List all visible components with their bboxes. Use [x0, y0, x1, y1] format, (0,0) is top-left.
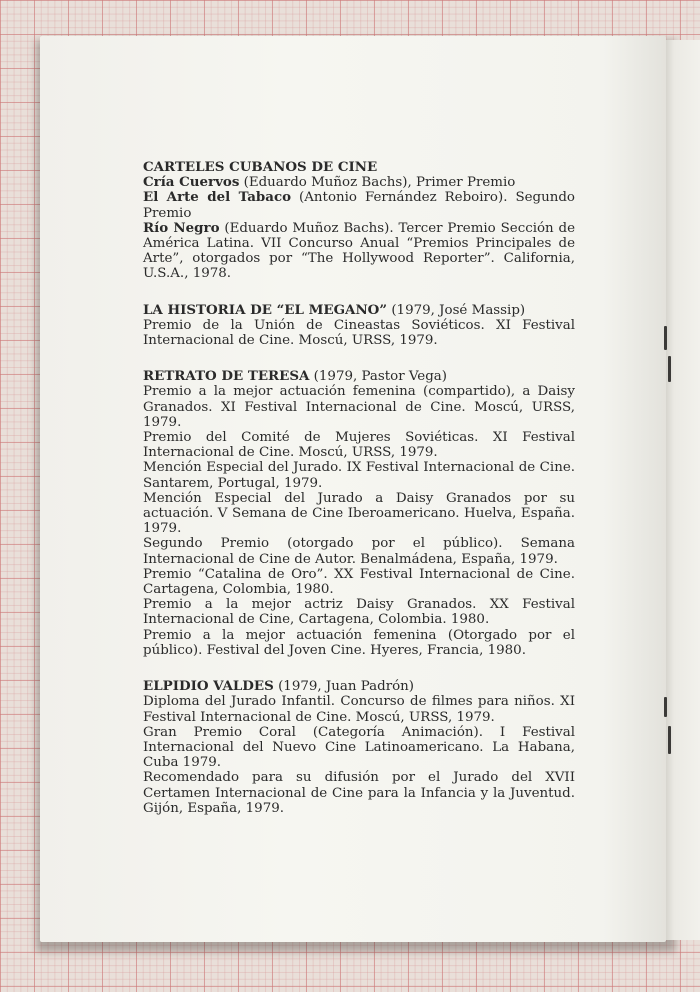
section-megano [143, 303, 575, 349]
award-text: Premio “Catalina de Oro”. XX Festival Internacional de Cine. Cartagena, Colombia, 1980. [143, 566, 575, 598]
award-entry [143, 536, 575, 566]
award-text: (Eduardo Muñoz Bachs). Tercer Premio Sección de América Latina. VII Concurso Anual “Premios Principales de Arte”, otorgados por “The Hollywood Reporter”. California, U.S.A., 1978. [143, 220, 575, 282]
award-entry [143, 318, 575, 348]
award-entry [143, 221, 575, 282]
section-title: CARTELES CUBANOS DE CINE [143, 159, 378, 175]
award-text: Mención Especial del Jurado. IX Festival Internacional de Cine. Santarem, Portugal, 1979. [143, 460, 575, 491]
staple-top-lower [668, 356, 671, 382]
award-entry [143, 491, 575, 537]
award-text: Mención Especial del Jurado a Daisy Granados por su actuación. V Semana de Cine Iberoamericano. Huelva, España. 1979. [143, 490, 575, 537]
work-title: Cría Cuervos [143, 174, 240, 191]
staple-bottom-lower [668, 726, 671, 754]
award-entry [143, 384, 575, 430]
section-title: RETRATO DE TERESA [143, 368, 310, 385]
section-heading [143, 369, 575, 384]
award-entry [143, 597, 575, 627]
award-entry [143, 430, 575, 460]
award-text: Diploma del Jurado Infantil. Concurso de filmes para niños. XI Festival Internacional de Cine. Moscú, URSS, 1979. [143, 694, 575, 725]
award-text: Premio a la mejor actuación femenina (Otorgado por el público). Festival del Joven Cine. Hyeres, Francia, 1980. [143, 627, 575, 658]
award-text: Segundo Premio (otorgado por el público). Semana Internacional de Cine de Autor. Benalmádena, España, 1979. [143, 536, 575, 567]
award-text: (Eduardo Muñoz Bachs), Primer Premio [239, 175, 516, 191]
award-entry [143, 694, 575, 724]
next-page-edge [663, 40, 700, 940]
section-elpidio [143, 679, 575, 816]
award-entry [143, 190, 575, 220]
work-title: Río Negro [143, 219, 220, 236]
section-heading [143, 160, 575, 175]
section-credit: (1979, Juan Padrón) [273, 679, 415, 695]
section-carteles [143, 160, 575, 282]
award-text: Premio a la mejor actuación femenina (compartido), a Daisy Granados. XI Festival Internacional de Cine. Moscú, URSS, 1979. [143, 384, 575, 430]
staple-bottom [664, 697, 667, 717]
award-text: Gran Premio Coral (Categoría Animación). I Festival Internacional del Nuevo Cine Latinoamericano. La Habana, Cuba 1979. [143, 724, 575, 771]
section-credit: (1979, José Massip) [387, 302, 526, 318]
staple-top [664, 326, 667, 350]
award-entry [143, 725, 575, 771]
work-title: El Arte del Tabaco [143, 189, 292, 206]
section-credit: (1979, Pastor Vega) [309, 369, 448, 385]
award-text: Recomendado para su difusión por el Jurado del XVII Certamen Internacional de Cine para la Infancia y la Juventud. Gijón, España, 1979. [143, 770, 575, 816]
section-heading [143, 303, 575, 318]
award-entry [143, 175, 575, 190]
award-text: Premio a la mejor actriz Daisy Granados. XX Festival Internacional de Cine, Cartagena, Colombia. 1980. [143, 597, 575, 628]
award-entry [143, 628, 575, 658]
award-text: (Antonio Fernández Reboiro). Segundo Premio [143, 190, 575, 221]
award-entry [143, 770, 575, 816]
section-heading [143, 679, 575, 694]
awards-list [143, 160, 575, 837]
award-entry [143, 567, 575, 597]
award-text: Premio de la Unión de Cineastas Soviéticos. XI Festival Internacional de Cine. Moscú, URSS, 1979. [143, 317, 575, 349]
section-title: LA HISTORIA DE “EL MEGANO” [143, 301, 388, 318]
section-title: ELPIDIO VALDES [143, 678, 274, 695]
award-text: Premio del Comité de Mujeres Soviéticas. XI Festival Internacional de Cine. Moscú, URSS, 1979. [143, 430, 575, 461]
section-teresa [143, 369, 575, 658]
award-entry [143, 460, 575, 490]
